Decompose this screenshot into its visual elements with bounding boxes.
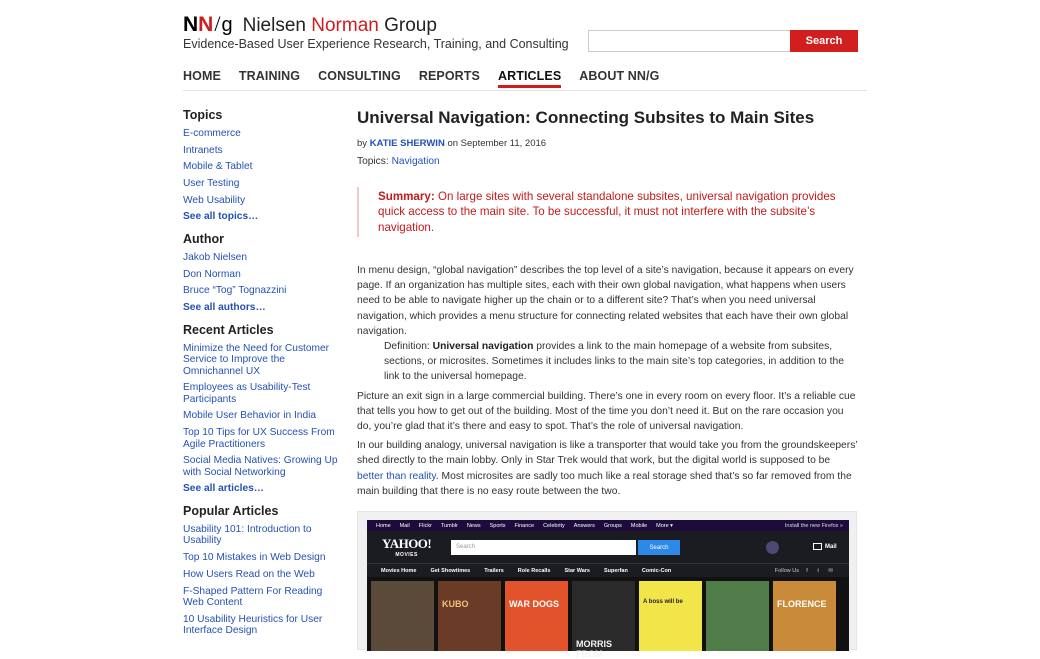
- topic-link[interactable]: Intranets: [183, 144, 223, 156]
- logo-slash: /: [214, 11, 221, 36]
- summary-label: Summary:: [378, 190, 435, 203]
- article-topics: [357, 156, 859, 167]
- summary-text: On large sites with several standalone subsites, universal navigation provides quick access to the main site. To be successful, it must not interfere with the subsite’s navigation.: [378, 190, 836, 234]
- definition-text: provides a link to the main homepage of a website from subsites, sections, or microsites. Sometimes it includes links to the main site’s top categories, in addition to the link to the universal homepage.: [384, 340, 844, 383]
- logo-n1: N: [183, 13, 199, 36]
- movie-poster: [438, 581, 501, 651]
- author-link[interactable]: KATIE SHERWIN: [369, 138, 445, 149]
- yahoo-search-input: Search: [451, 540, 636, 555]
- movie-poster: [706, 581, 769, 651]
- logo-n2: N: [198, 13, 214, 36]
- article-summary: [357, 187, 859, 237]
- recent-article-link[interactable]: Mobile User Behavior in India: [183, 410, 317, 422]
- topic-link-navigation[interactable]: Navigation: [391, 156, 440, 167]
- logo-name-nielsen: Nielsen: [242, 15, 306, 36]
- yahoo-topbar-item: Mail: [399, 522, 410, 529]
- movie-poster: [773, 581, 836, 651]
- yahoo-subnav-item: Star Wars: [564, 567, 590, 574]
- article-title: Universal Navigation: Connecting Subsites to Main Sites: [357, 108, 815, 127]
- recent-article-link[interactable]: Top 10 Tips for UX Success From Agile Practitioners: [183, 427, 335, 450]
- topic-link[interactable]: Mobile & Tablet: [183, 161, 253, 173]
- sidebar: [183, 108, 338, 646]
- article: [357, 108, 859, 499]
- topics-label: Topics:: [357, 156, 389, 167]
- sidebar-popular: [183, 504, 338, 637]
- author-list: [183, 252, 338, 297]
- nav-divider: [183, 90, 867, 91]
- sidebar-popular-title: Popular Articles: [183, 503, 279, 518]
- yahoo-topbar-item: Finance: [514, 522, 535, 529]
- article-paragraph-2: Picture an exit sign in a large commercial building. There’s one in every room on every floor. It’s a reliable cue that tells you how to get out of the building. Most of the time you don’t need it. But on the rare occasion you do, you’re glad that it’s there and easy to spot. That’s the role of universal navigation.: [357, 390, 856, 432]
- popular-article-link[interactable]: Top 10 Mistakes in Web Design: [183, 552, 326, 564]
- author-link[interactable]: Bruce “Tog” Tognazzini: [183, 285, 287, 297]
- topic-link[interactable]: User Testing: [183, 178, 240, 190]
- popular-list: [183, 524, 338, 637]
- popular-article-link[interactable]: Usability 101: Introduction to Usability: [183, 523, 312, 547]
- yahoo-topbar: [367, 520, 849, 531]
- yahoo-subnav-item: Trailers: [484, 567, 504, 574]
- article-date: on September 11, 2016: [447, 138, 547, 149]
- recent-article-link[interactable]: Employees as Usability-Test Participants: [183, 382, 311, 405]
- social-icons: f t ✉: [806, 567, 837, 574]
- firefox-promo: Install the new Firefox »: [784, 522, 843, 529]
- topic-link[interactable]: Web Usability: [183, 194, 246, 206]
- yahoo-subnav-item: Comic-Con: [641, 567, 672, 574]
- movie-poster: [572, 581, 635, 659]
- yahoo-topbar-item: Groups: [603, 522, 622, 529]
- movie-poster-title: FLORENCE: [777, 599, 827, 609]
- yahoo-subnav-item: Role Recalls: [517, 567, 551, 574]
- yahoo-logo: [382, 536, 431, 558]
- search-button[interactable]: Search: [790, 30, 858, 52]
- nav-item-consulting[interactable]: CONSULTING: [318, 69, 401, 83]
- author-link[interactable]: Jakob Nielsen: [183, 251, 247, 263]
- definition-prefix: Definition:: [384, 340, 430, 352]
- logo-name: [243, 15, 437, 37]
- see-all-authors-link[interactable]: See all authors…: [183, 302, 266, 313]
- logo-g: g: [221, 14, 233, 36]
- popular-article-link[interactable]: F-Shaped Pattern For Reading Web Content: [183, 585, 323, 608]
- yahoo-mail-label: Mail: [825, 544, 837, 551]
- nav-item-articles[interactable]: ARTICLES: [498, 69, 561, 88]
- recent-list: [183, 343, 338, 479]
- yahoo-logo-text: YAHOO!: [382, 536, 432, 551]
- sidebar-topics-title: Topics: [183, 108, 223, 122]
- yahoo-topbar-item: Flickr: [418, 522, 432, 529]
- site-tagline: Evidence-Based User Experience Research, Training, and Consulting: [183, 37, 569, 51]
- follow-us-label: Follow Us: [774, 567, 799, 574]
- yahoo-topbar-item: Mobile: [630, 522, 648, 529]
- movie-poster: [371, 581, 434, 651]
- sidebar-recent-title: Recent Articles: [183, 322, 274, 337]
- yahoo-logo-sub: MOVIES: [395, 552, 418, 558]
- movie-poster-title: A boss will be: [643, 599, 683, 605]
- topics-list: [183, 128, 338, 206]
- sidebar-author: [183, 232, 338, 314]
- article-paragraph-3: [357, 438, 859, 499]
- yahoo-topbar-item: Tumblr: [440, 522, 458, 529]
- article-byline: [357, 138, 859, 149]
- paragraph-3-end: . Most microsites are sadly too much like a real storage shed that’s so far removed from the main building that there is no easy route between the two.: [357, 470, 852, 497]
- yahoo-topbar-item: Home: [376, 522, 391, 529]
- recent-article-link[interactable]: Social Media Natives: Growing Up with Social Networking: [183, 455, 338, 478]
- yahoo-topbar-item: Celebrity: [543, 522, 565, 529]
- movie-poster: [505, 581, 568, 651]
- avatar: [766, 541, 779, 554]
- movie-poster-title: WAR DOGS: [509, 599, 560, 609]
- site-logo[interactable]: [183, 11, 437, 35]
- yahoo-mail: [813, 543, 837, 550]
- sidebar-recent: [183, 323, 338, 495]
- better-than-reality-link[interactable]: better than reality: [357, 470, 436, 482]
- yahoo-topbar-item: More ▾: [656, 522, 673, 529]
- yahoo-search-button: Search: [638, 540, 680, 555]
- see-all-topics-link[interactable]: See all topics…: [183, 211, 259, 223]
- nav-item-home[interactable]: HOME: [183, 69, 221, 83]
- topic-link[interactable]: E-commerce: [183, 128, 241, 139]
- sidebar-topics: [183, 108, 338, 223]
- definition-term: Universal navigation: [432, 340, 534, 352]
- yahoo-subnav-item: Superfan: [603, 567, 628, 574]
- article-paragraph-1: In menu design, “global navigation” describes the top level of a site’s navigation, because it appears on every page. If an organization has multiple sites, each with their own global navigation, what happens when users need to be able to navigate higher up the chain or to a different site? That’s when you need universal navigation, which provides a menu structure for connecting related websites that each have their own global navigation.: [357, 264, 854, 337]
- recent-article-link[interactable]: Minimize the Need for Customer Service to Improve the Omnichannel UX: [183, 342, 330, 377]
- movie-poster-title: MORRIS FROM: [576, 639, 612, 659]
- nav-item-about-nn-g[interactable]: ABOUT NN/G: [579, 69, 660, 83]
- see-all-articles-link[interactable]: See all articles…: [183, 483, 264, 495]
- logo-name-group: Group: [384, 15, 437, 36]
- definition-block: [357, 339, 859, 385]
- byline-by: by: [357, 138, 368, 149]
- yahoo-topbar-item: Answers: [573, 522, 595, 529]
- main-nav: [183, 69, 677, 88]
- logo-name-norman: Norman: [311, 15, 379, 36]
- movie-poster: [639, 581, 702, 651]
- popular-article-link[interactable]: How Users Read on the Web: [183, 568, 315, 580]
- sidebar-author-title: Author: [183, 231, 224, 246]
- movie-poster-title: KUBO: [442, 599, 469, 609]
- article-figure-yahoo-movies: [357, 511, 857, 659]
- yahoo-subnav: [367, 563, 849, 577]
- yahoo-subnav-item: Get Showtimes: [430, 567, 471, 574]
- popular-article-link[interactable]: 10 Usability Heuristics for User Interface Design: [183, 613, 323, 637]
- yahoo-topbar-item: News: [466, 522, 481, 529]
- yahoo-topbar-item: Sports: [489, 522, 506, 529]
- search-input[interactable]: [588, 30, 791, 52]
- mail-icon: [813, 543, 822, 550]
- paragraph-3-start: In our building analogy, universal navigation is like a transporter that would take you from the groundskeepers’ shed directly to the main lobby. Only in Star Trek would that work, but the digital world is supposed to be: [357, 440, 858, 467]
- yahoo-subnav-item: Movies Home: [381, 567, 417, 574]
- nav-item-reports[interactable]: REPORTS: [418, 69, 480, 83]
- author-link[interactable]: Don Norman: [183, 268, 241, 280]
- movie-posters: [367, 577, 849, 659]
- nav-item-training[interactable]: TRAINING: [238, 69, 301, 83]
